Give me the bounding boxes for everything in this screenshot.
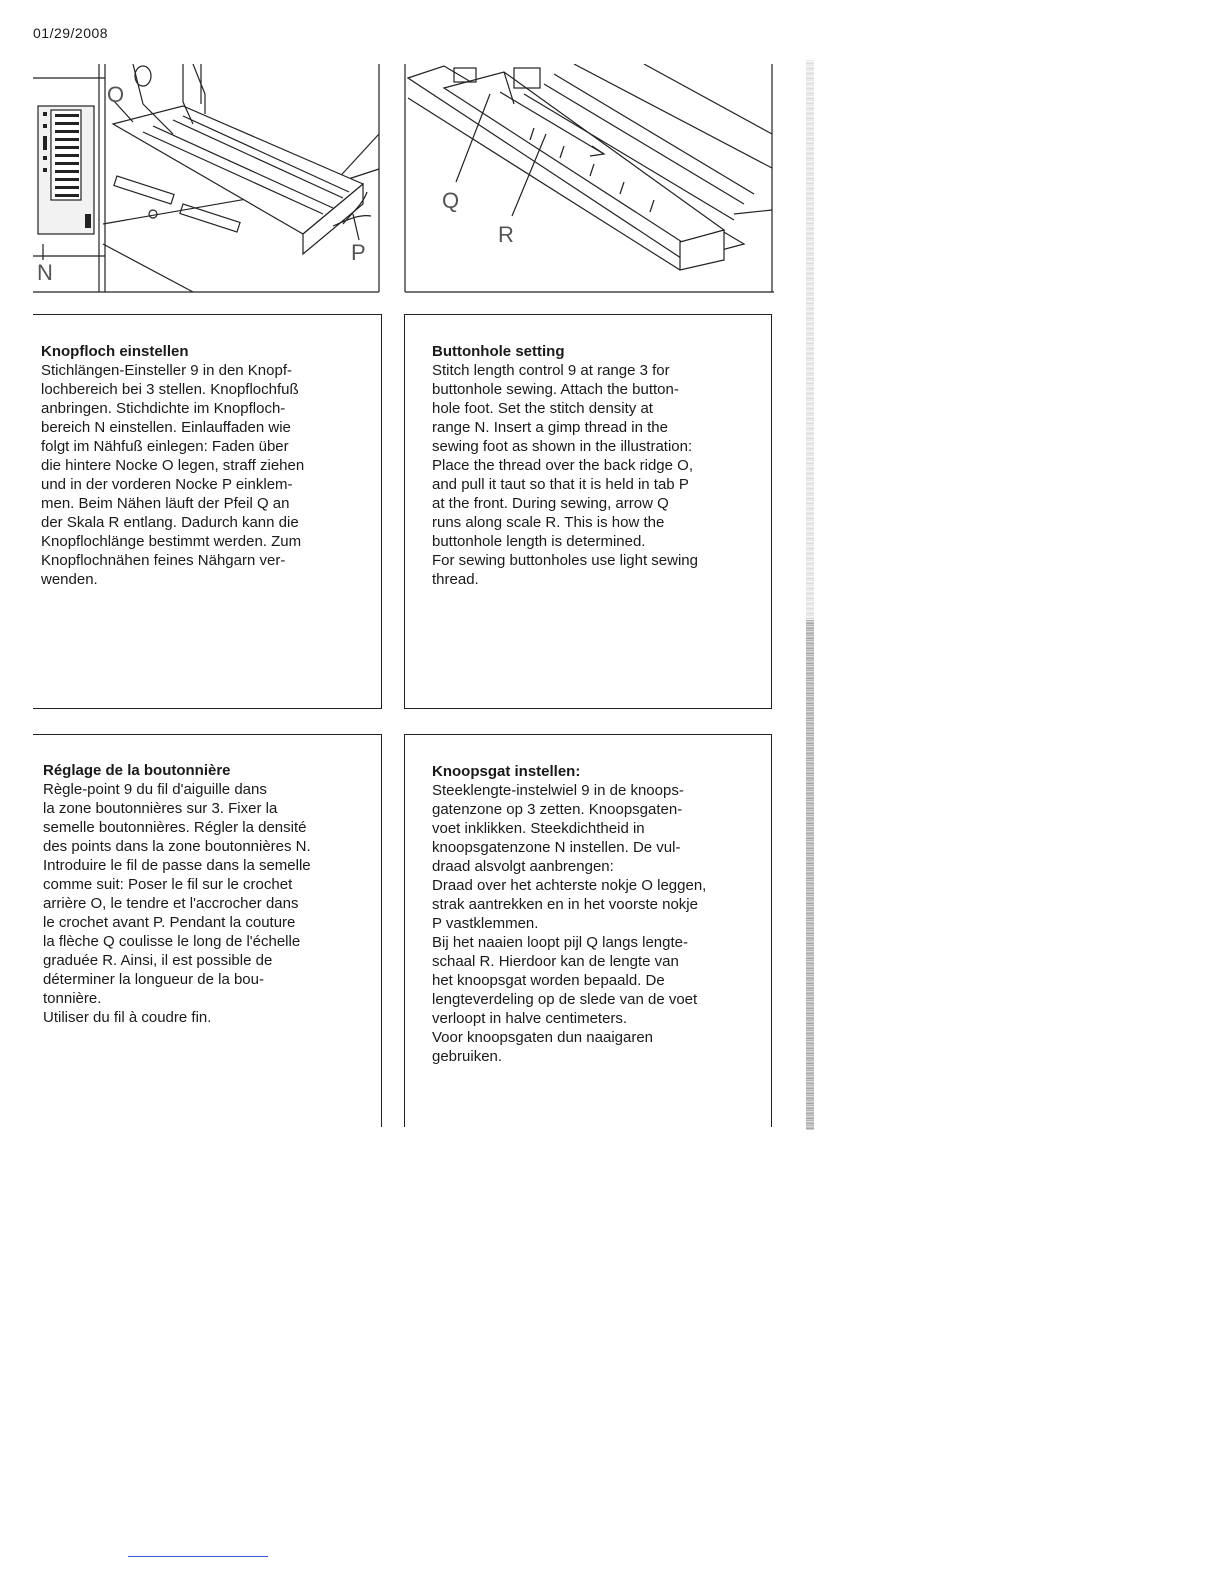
section-german bbox=[41, 342, 377, 589]
label-n: N bbox=[37, 260, 53, 285]
panel-en-right-border bbox=[771, 314, 772, 708]
section-body-de: Stichlängen-Einsteller 9 in den Knopf- lochbereich bei 3 stellen. Knopflochfuß anbringen. Stichdichte im Knopfloch- bereich N einstellen. Einlauffaden wie folgt im Nähfuß einlegen: Faden über die hintere Nocke O legen, straff ziehen und in der vorderen Nocke P einklem- men. Beim Nähen läuft der Pfeil Q an der Skala R entlang. Dadurch kann die Knopflochlänge bestimmt werden. Zum Knopflochnähen feines Nähgarn ver- wenden. bbox=[41, 362, 305, 588]
panel-fr-top-border bbox=[33, 734, 382, 735]
panel-en-top-border bbox=[404, 314, 772, 315]
section-title-en: Buttonhole setting bbox=[432, 343, 565, 360]
panel-fr-right-border bbox=[381, 734, 382, 1127]
section-french bbox=[43, 761, 379, 1027]
section-dutch bbox=[432, 762, 768, 1066]
panel-nl-left-border bbox=[404, 734, 405, 1127]
page-date: 01/29/2008 bbox=[33, 25, 109, 41]
label-q: Q bbox=[442, 188, 460, 213]
section-body-en: Stitch length control 9 at range 3 for buttonhole sewing. Attach the button- hole foot. Set the stitch density at range N. Insert a gimp thread in the sewing foot as shown in the illustration: Place the thread over the back ridge O, and pull it taut so that it is held in tab P at the front. During sewing, arrow Q runs along scale R. This is how the buttonhole length is determined. For sewing buttonholes use light sewing thread. bbox=[432, 362, 698, 588]
panel-nl-right-border bbox=[771, 734, 772, 1127]
panel-de-top-border bbox=[33, 314, 382, 315]
panel-en-left-border bbox=[404, 314, 405, 708]
scale-slide-illustration bbox=[404, 64, 775, 294]
section-body-nl: Steeklengte-instelwiel 9 in de knoops- gatenzone op 3 zetten. Knoopsgaten- voet inklikken. Steekdichtheid in knoopsgatenzone N instellen. De vul- draad alsvolgt aanbrengen: Draad over het achterste nokje O leggen, strak aantrekken en in het voorste nokje P vastklemmen. Bij het naaien loopt pijl Q langs lengte- schaal R. Hierdoor kan de lengte van het knoopsgat worden bepaald. De lengteverdeling op de slede van de voet verloopt in halve centimeters. Voor knoopsgaten dun naaigaren gebruiken. bbox=[432, 782, 707, 1065]
panel-de-right-border bbox=[381, 314, 382, 708]
label-o: O bbox=[107, 82, 125, 107]
section-title-fr: Réglage de la boutonnière bbox=[43, 762, 231, 779]
buttonhole-foot-illustration bbox=[33, 64, 382, 294]
panel-nl-top-border bbox=[404, 734, 772, 735]
footer-rule bbox=[128, 1556, 268, 1557]
panel-de-bottom-border bbox=[33, 708, 382, 709]
section-title-nl: Knoopsgat instellen: bbox=[432, 763, 581, 780]
section-title-de: Knopfloch einstellen bbox=[41, 343, 189, 360]
label-r: R bbox=[498, 222, 514, 247]
label-p: P bbox=[351, 240, 366, 265]
panel-en-bottom-border bbox=[404, 708, 772, 709]
section-english bbox=[432, 342, 768, 589]
scan-edge-texture-dark bbox=[806, 620, 814, 1130]
section-body-fr: Règle-point 9 du fil d'aiguille dans la zone boutonnières sur 3. Fixer la semelle boutonnières. Régler la densité des points dans la zone boutonnières N. Introduire le fil de passe dans la semelle comme suit: Poser le fil sur le crochet arrière O, le tendre et l'accrocher dans le crochet avant P. Pendant la couture la flèche Q coulisse le long de l'échelle graduée R. Ainsi, il est possible de déterminer la longueur de la bou- tonnière. Utiliser du fil à coudre fin. bbox=[43, 781, 311, 1026]
